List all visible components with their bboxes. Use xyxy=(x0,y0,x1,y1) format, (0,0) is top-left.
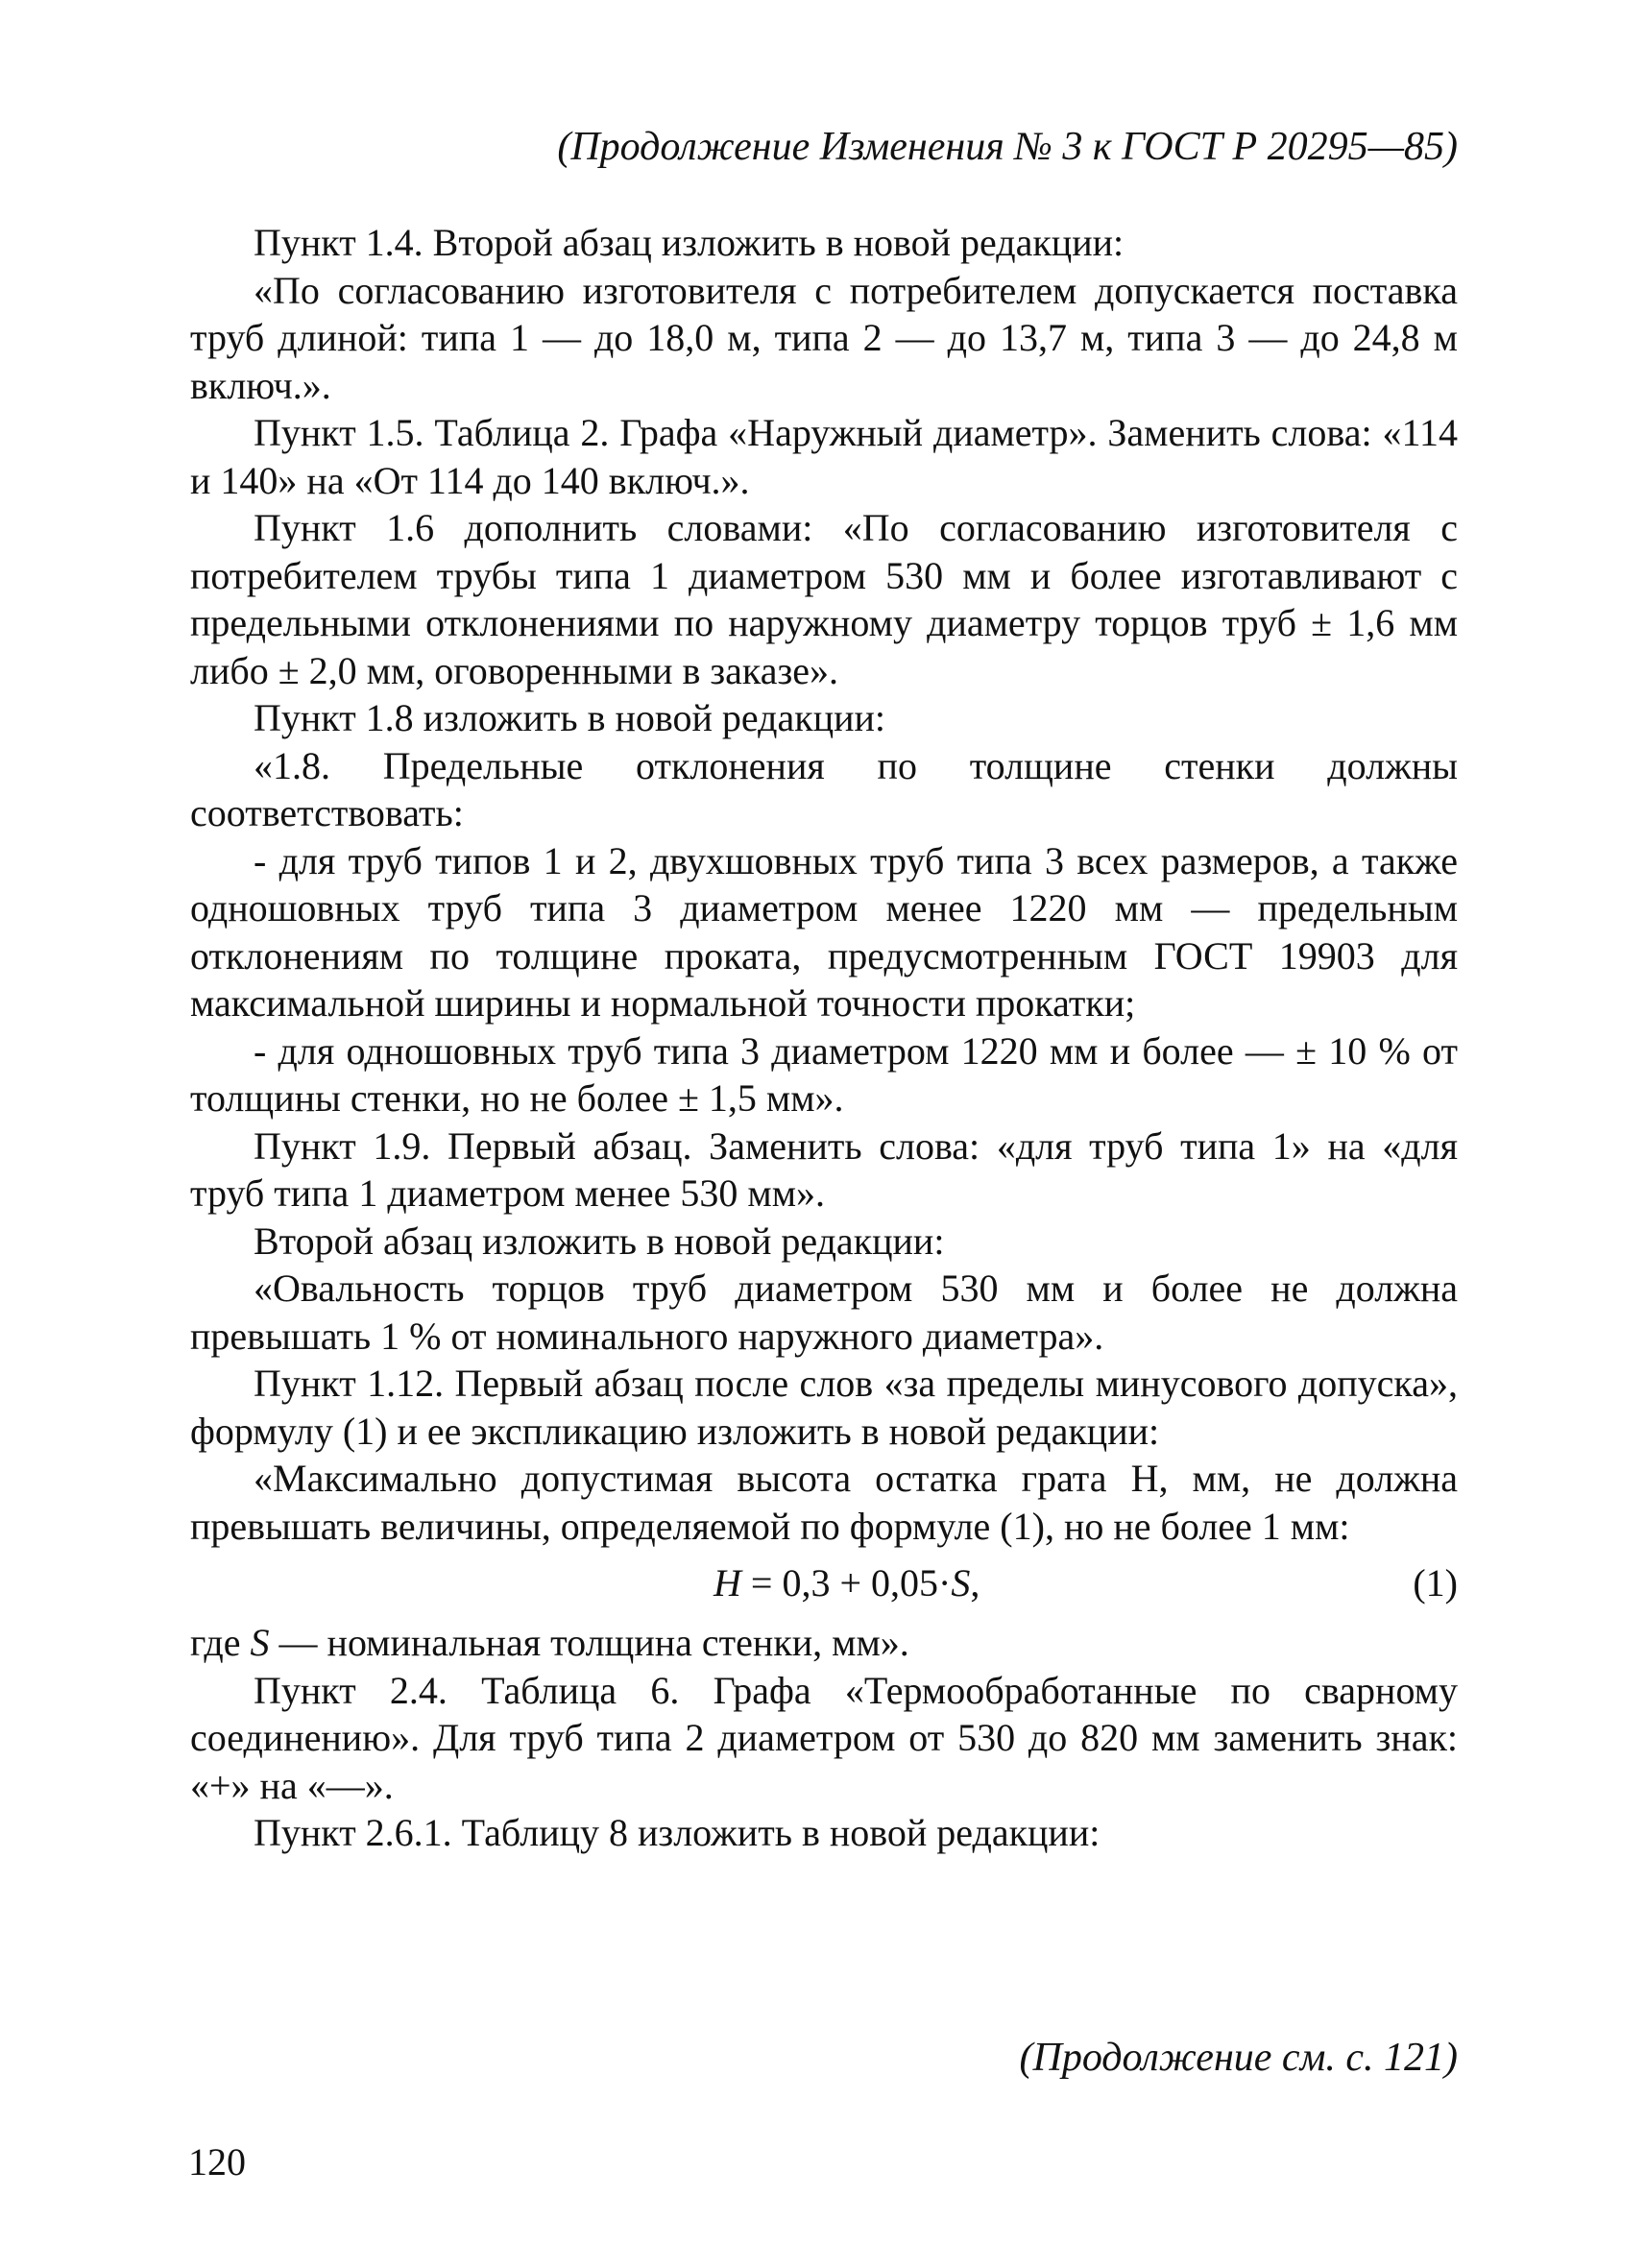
where-prefix: где xyxy=(190,1621,251,1664)
paragraph: Пункт 1.9. Первый абзац. Заменить слова: «для труб типа 1» на «для труб типа 1 диаметром менее 530 мм». xyxy=(190,1123,1458,1215)
paragraph: «По согласованию изготовителя с потребителем допускается поставка труб длиной: типа 1 — до 18,0 м, типа 2 — до 13,7 м, типа 3 — до 24,8 м включ.». xyxy=(190,268,1458,407)
paragraph: Пункт 1.12. Первый абзац после слов «за пределы минусового допуска», формулу (1) и ее экспликацию изложить в новой редакции: xyxy=(190,1362,1458,1453)
paragraph: - для одношовных труб типа 3 диаметром 1220 мм и более — ± 10 % от толщины стенки, но не более ± 1,5 мм». xyxy=(190,1028,1458,1120)
paragraph: Пункт 2.4. Таблица 6. Графа «Термообработанные по сварному соединению». Для труб типа 2 диаметром от 530 до 820 мм заменить знак: «+» на «—». xyxy=(190,1668,1458,1807)
running-header: (Продолжение Изменения № 3 к ГОСТ Р 20295—85) xyxy=(557,125,1458,169)
formula-explication xyxy=(190,1619,1458,1667)
formula-rhs-var: S xyxy=(951,1561,971,1604)
formula xyxy=(714,1559,980,1607)
paragraph: Второй абзац изложить в новой редакции: xyxy=(254,1218,945,1263)
formula-rhs-prefix: = 0,3 + 0,05· xyxy=(740,1561,952,1604)
paragraph: - для труб типов 1 и 2, двухшовных труб типа 3 всех размеров, а также одношовных труб типа 3 диаметром менее 1220 мм — предельным отклонениям по толщине проката, предусмотренным ГОСТ 19903 для максимальной ширины и нормальной точности прокатки; xyxy=(190,838,1458,1025)
formula-rhs-suffix: , xyxy=(970,1561,980,1604)
formula-row xyxy=(190,1556,1458,1619)
page-number: 120 xyxy=(188,2140,246,2184)
paragraph: Пункт 1.4. Второй абзац изложить в новой редакции: xyxy=(254,221,1125,264)
formula-lhs: H xyxy=(714,1561,741,1604)
paragraph: Пункт 2.6.1. Таблицу 8 изложить в новой редакции: xyxy=(254,1811,1101,1854)
paragraph: «Овальность торцов труб диаметром 530 мм и более не должна превышать 1 % от номинального наружного диаметра». xyxy=(190,1267,1458,1358)
paragraph: Пункт 1.5. Таблица 2. Графа «Наружный диаметр». Заменить слова: «114 и 140» на «От 114 до 140 включ.». xyxy=(190,411,1458,502)
where-text: — номинальная толщина стенки, мм». xyxy=(269,1621,909,1664)
continuation-note: (Продолжение см. с. 121) xyxy=(1019,2036,1458,2080)
paragraph: Пункт 1.6 дополнить словами: «По согласованию изготовителя с потребителем трубы типа 1 диаметром 530 мм и более изготавливают с предельными отклонениями по наружному диаметру торцов труб ± 1,6 мм либо ± 2,0 мм, оговоренными в заказе». xyxy=(190,506,1458,692)
where-var: S xyxy=(250,1621,270,1664)
paragraph: Пункт 1.8 изложить в новой редакции: xyxy=(254,696,886,739)
body-text xyxy=(190,219,1458,1857)
paragraph: «Максимально допустимая высота остатка грата H, мм, не должна превышать величины, определяемой по формуле (1), но не более 1 мм: xyxy=(190,1457,1458,1548)
paragraph: «1.8. Предельные отклонения по толщине стенки должны соответствовать: xyxy=(190,743,1458,834)
formula-number: (1) xyxy=(1413,1561,1458,1604)
